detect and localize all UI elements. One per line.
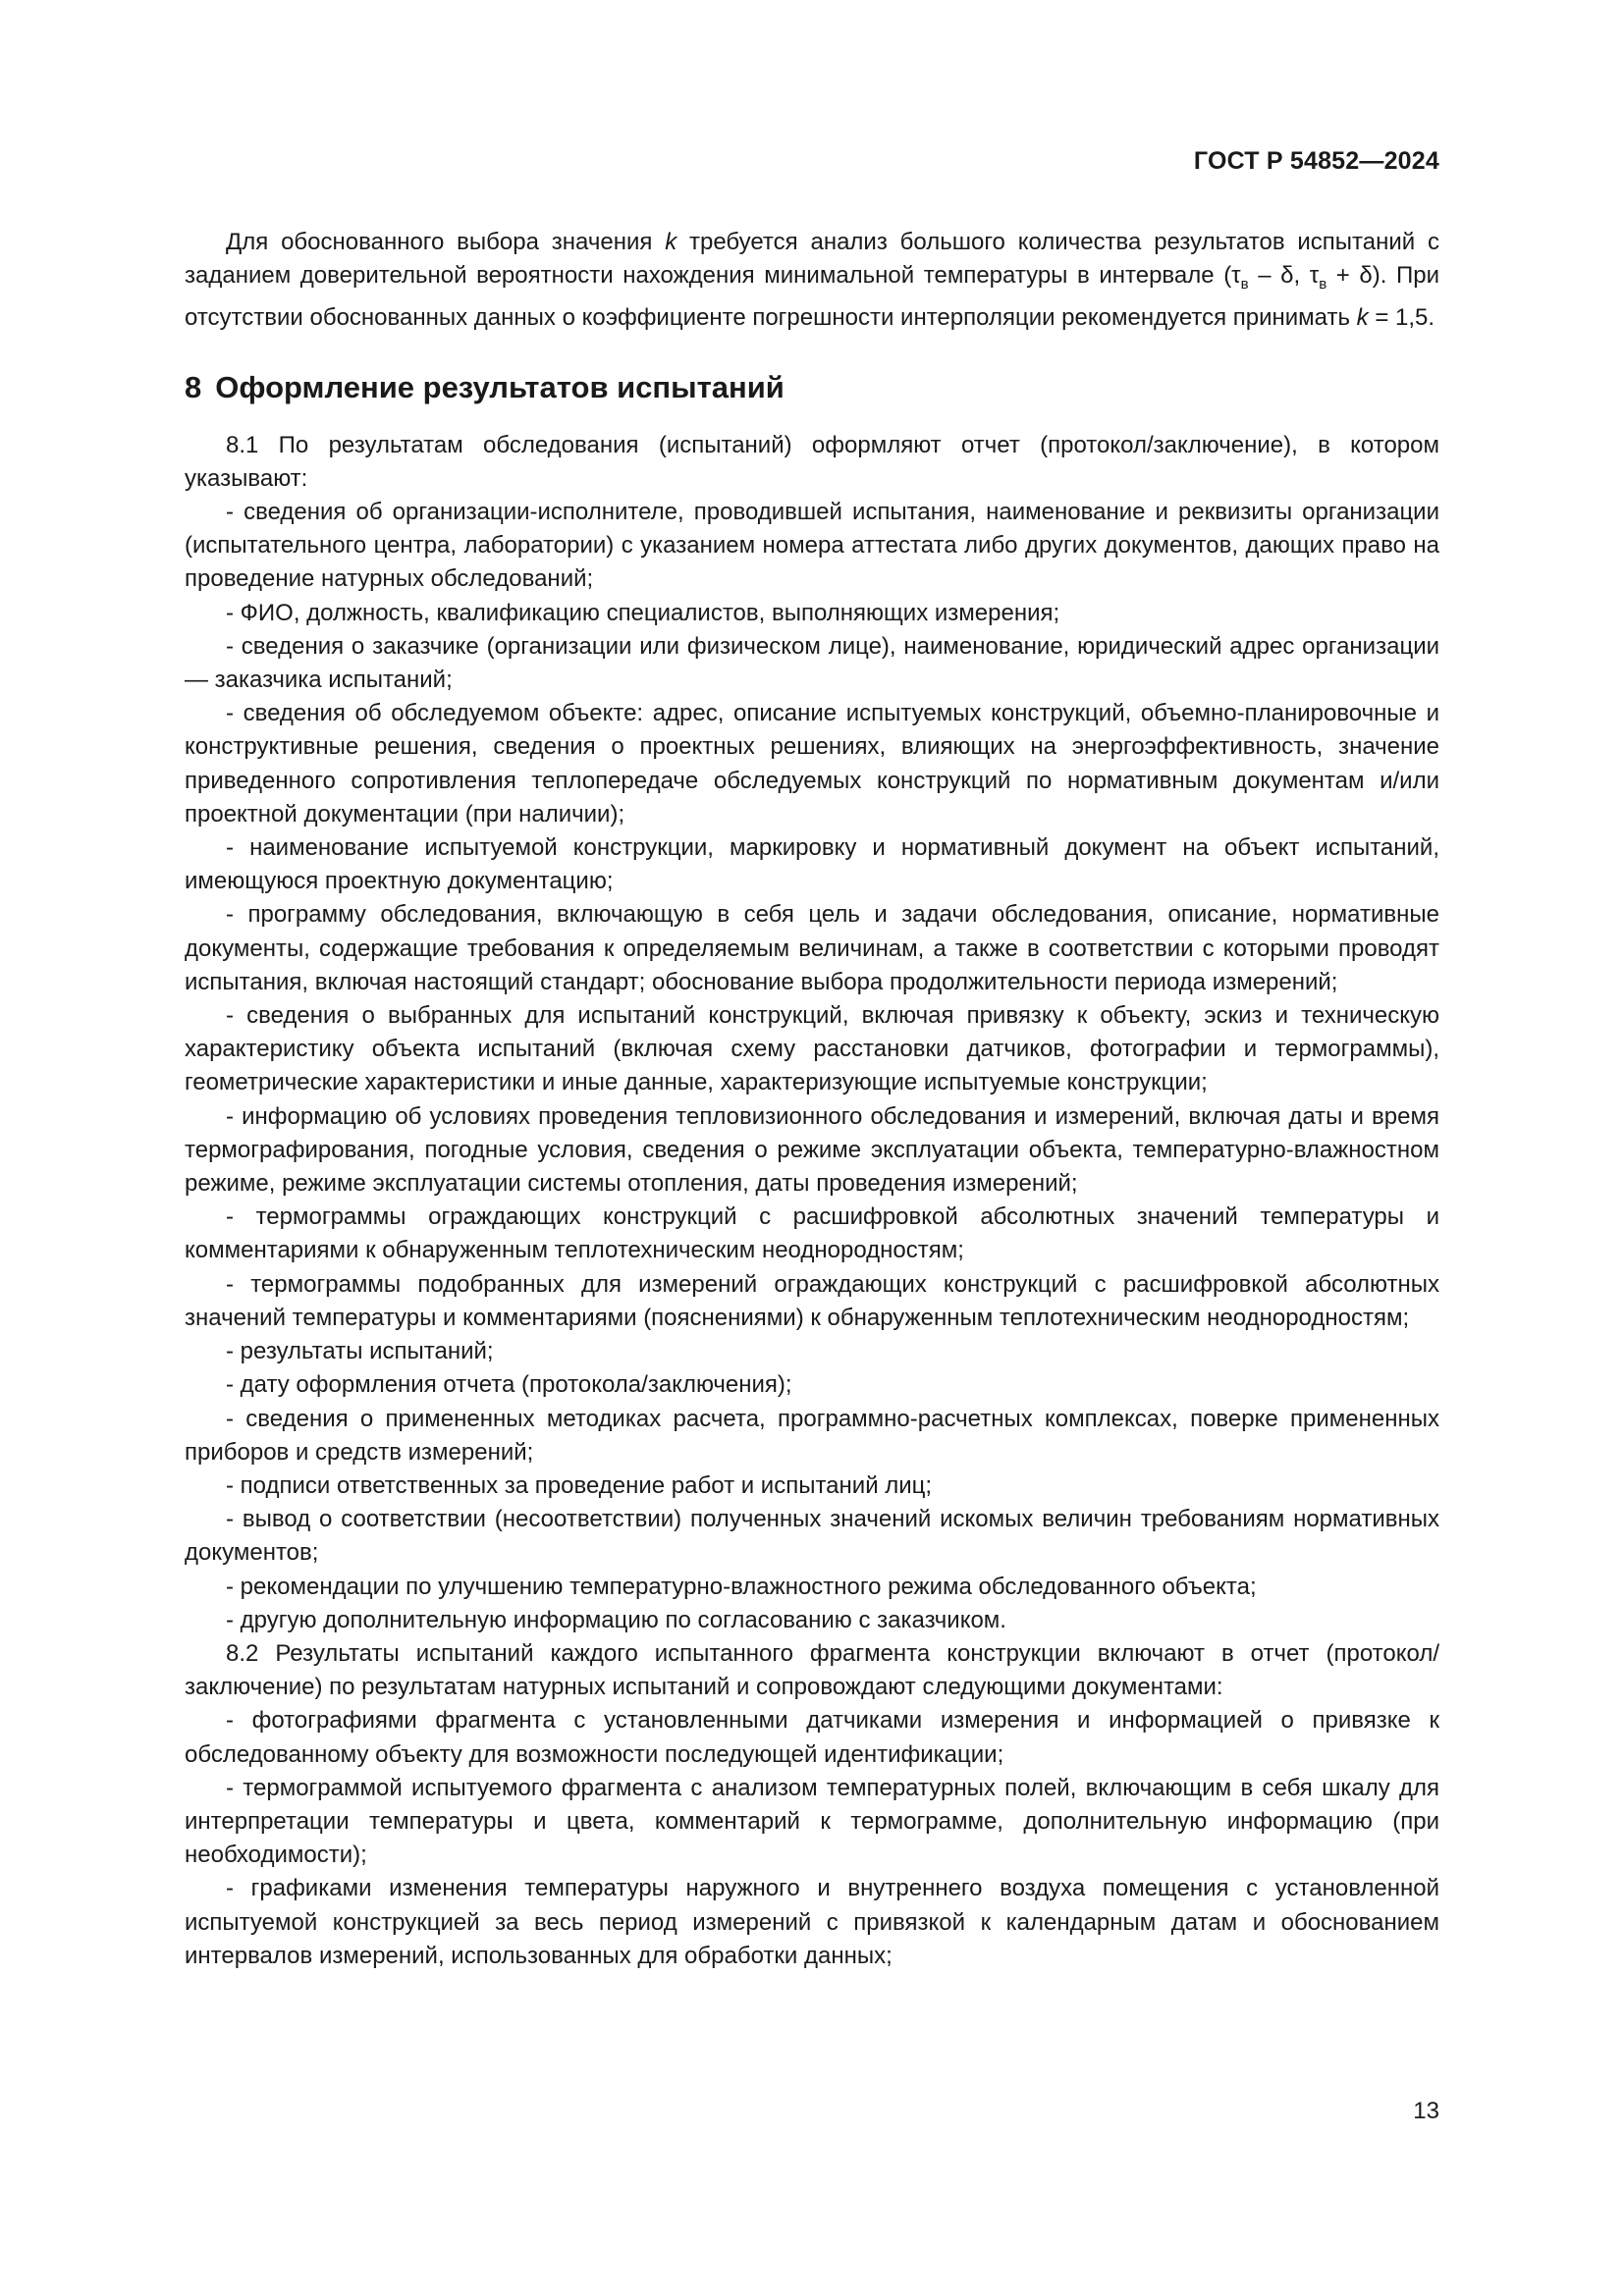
section-number: 8 bbox=[185, 369, 202, 404]
list-item: - подписи ответственных за проведение работ и испытаний лиц; bbox=[226, 1471, 933, 1499]
intro-text-1: Для обоснованного выбора значения bbox=[226, 229, 666, 255]
list-item: - программу обследования, включающую в себя цель и задачи обследования, описание, нормативные документы, содержащие требования к определяемым величинам, а также в соответствии с которыми проводят испытания, включая настоящий стандарт; обоснование выбора продолжительности периода измерений; bbox=[185, 901, 1439, 995]
section-heading bbox=[185, 368, 1439, 407]
subscript-v: в bbox=[1240, 276, 1249, 294]
list-item: - термограммой испытуемого фрагмента с анализом температурных полей, включающим в себя шкалу для интерпретации температуры и цвета, комментарий к термограмме, дополнительную информацию (при необходимости); bbox=[185, 1774, 1439, 1869]
paragraph-8-1-lead: 8.1 По результатам обследования (испытаний) оформляют отчет (протокол/заключение), в котором указывают: bbox=[185, 431, 1439, 492]
list-item: - сведения об обследуемом объекте: адрес, описание испытуемых конструкций, объемно-планировочные и конструктивные решения, сведения о проектных решениях, влияющих на энергоэффективность, значение приведенного сопротивления теплопередаче обследуемых конструкций по нормативным документам и/или проектной документации (при наличии); bbox=[185, 700, 1439, 828]
list-item: - графиками изменения температуры наружного и внутреннего воздуха помещения с установленной испытуемой конструкцией за весь период измерений с привязкой к календарным датам и обоснованием интервалов измерений, использованных для обработки данных; bbox=[185, 1875, 1439, 1969]
intro-text-2: требуется анализ большого количества результатов испытаний с заданием доверительной вероятности нахождения минимальной температуры в интервале (τ bbox=[185, 229, 1439, 290]
list-item: - сведения о примененных методиках расчета, программно-расчетных комплексах, поверке примененных приборов и средств измерений; bbox=[185, 1405, 1439, 1466]
list-item: - информацию об условиях проведения тепловизионного обследования и измерений, включая даты и время термографирования, погодные условия, сведения о режиме эксплуатации объекта, температурно-влажностном режиме, режиме эксплуатации системы отопления, даты проведения измерений; bbox=[185, 1102, 1439, 1198]
list-item: - вывод о соответствии (несоответствии) полученных значений искомых величин требованиям нормативных документов; bbox=[185, 1506, 1439, 1567]
paragraph-8-2-lead: 8.2 Результаты испытаний каждого испытанного фрагмента конструкции включают в отчет (протокол/заключение) по результатам натурных испытаний и сопровождают следующими документами: bbox=[185, 1639, 1439, 1701]
list-item: - сведения о заказчике (организации или физическом лице), наименование, юридический адрес организации — заказчика испытаний; bbox=[185, 632, 1439, 694]
list-item: - сведения об организации-исполнителе, проводившей испытания, наименование и реквизиты организации (испытательного центра, лаборатории) с указанием номера аттестата либо других документов, дающих право на проведение натурных обследований; bbox=[185, 499, 1439, 593]
intro-text-4: + δ). При отсутствии обоснованных данных о коэффициенте погрешности интерполяции рекомендуется принимать bbox=[185, 262, 1440, 332]
list-item: - фотографиями фрагмента с установленными датчиками измерения и информацией о привязке к обследованному объекту для возможности последующей идентификации; bbox=[185, 1707, 1439, 1768]
list-item: - другую дополнительную информацию по согласованию с заказчиком. bbox=[226, 1606, 1006, 1633]
list-item: - сведения о выбранных для испытаний конструкций, включая привязку к объекту, эскиз и техническую характеристику объекта испытаний (включая схему расстановки датчиков, фотографии и термограммы), геометрические характеристики и иные данные, характеризующие испытуемые конструкции; bbox=[185, 1002, 1439, 1096]
k-variable: k bbox=[1356, 304, 1369, 332]
document-code: ГОСТ Р 54852—2024 bbox=[1193, 147, 1439, 175]
section-title: Оформление результатов испытаний bbox=[215, 369, 785, 404]
list-item: - термограммы ограждающих конструкций с расшифровкой абсолютных значений температуры и комментариями к обнаруженным теплотехническим неоднородностям; bbox=[185, 1203, 1439, 1264]
k-variable: k bbox=[665, 229, 677, 255]
list-item: - дату оформления отчета (протокола/заключения); bbox=[226, 1371, 792, 1399]
page-content bbox=[185, 226, 1439, 1973]
list-item: - рекомендации по улучшению температурно-влажностного режима обследованного объекта; bbox=[226, 1573, 1257, 1600]
list-item: - ФИО, должность, квалификацию специалистов, выполняющих измерения; bbox=[226, 599, 1060, 626]
page-number: 13 bbox=[1413, 2098, 1439, 2124]
intro-paragraph bbox=[185, 226, 1439, 336]
list-item: - наименование испытуемой конструкции, маркировку и нормативный документ на объект испытаний, имеющуюся проектную документацию; bbox=[185, 834, 1439, 895]
list-item: - результаты испытаний; bbox=[226, 1338, 494, 1365]
intro-text-3: – δ, τ bbox=[1248, 262, 1320, 290]
subscript-v: в bbox=[1319, 276, 1327, 294]
intro-text-5: = 1,5. bbox=[1368, 304, 1435, 332]
list-item: - термограммы подобранных для измерений ограждающих конструкций с расшифровкой абсолютных значений температуры и комментариями (пояснениями) к обнаруженным теплотехническим неоднородностям; bbox=[185, 1270, 1439, 1331]
